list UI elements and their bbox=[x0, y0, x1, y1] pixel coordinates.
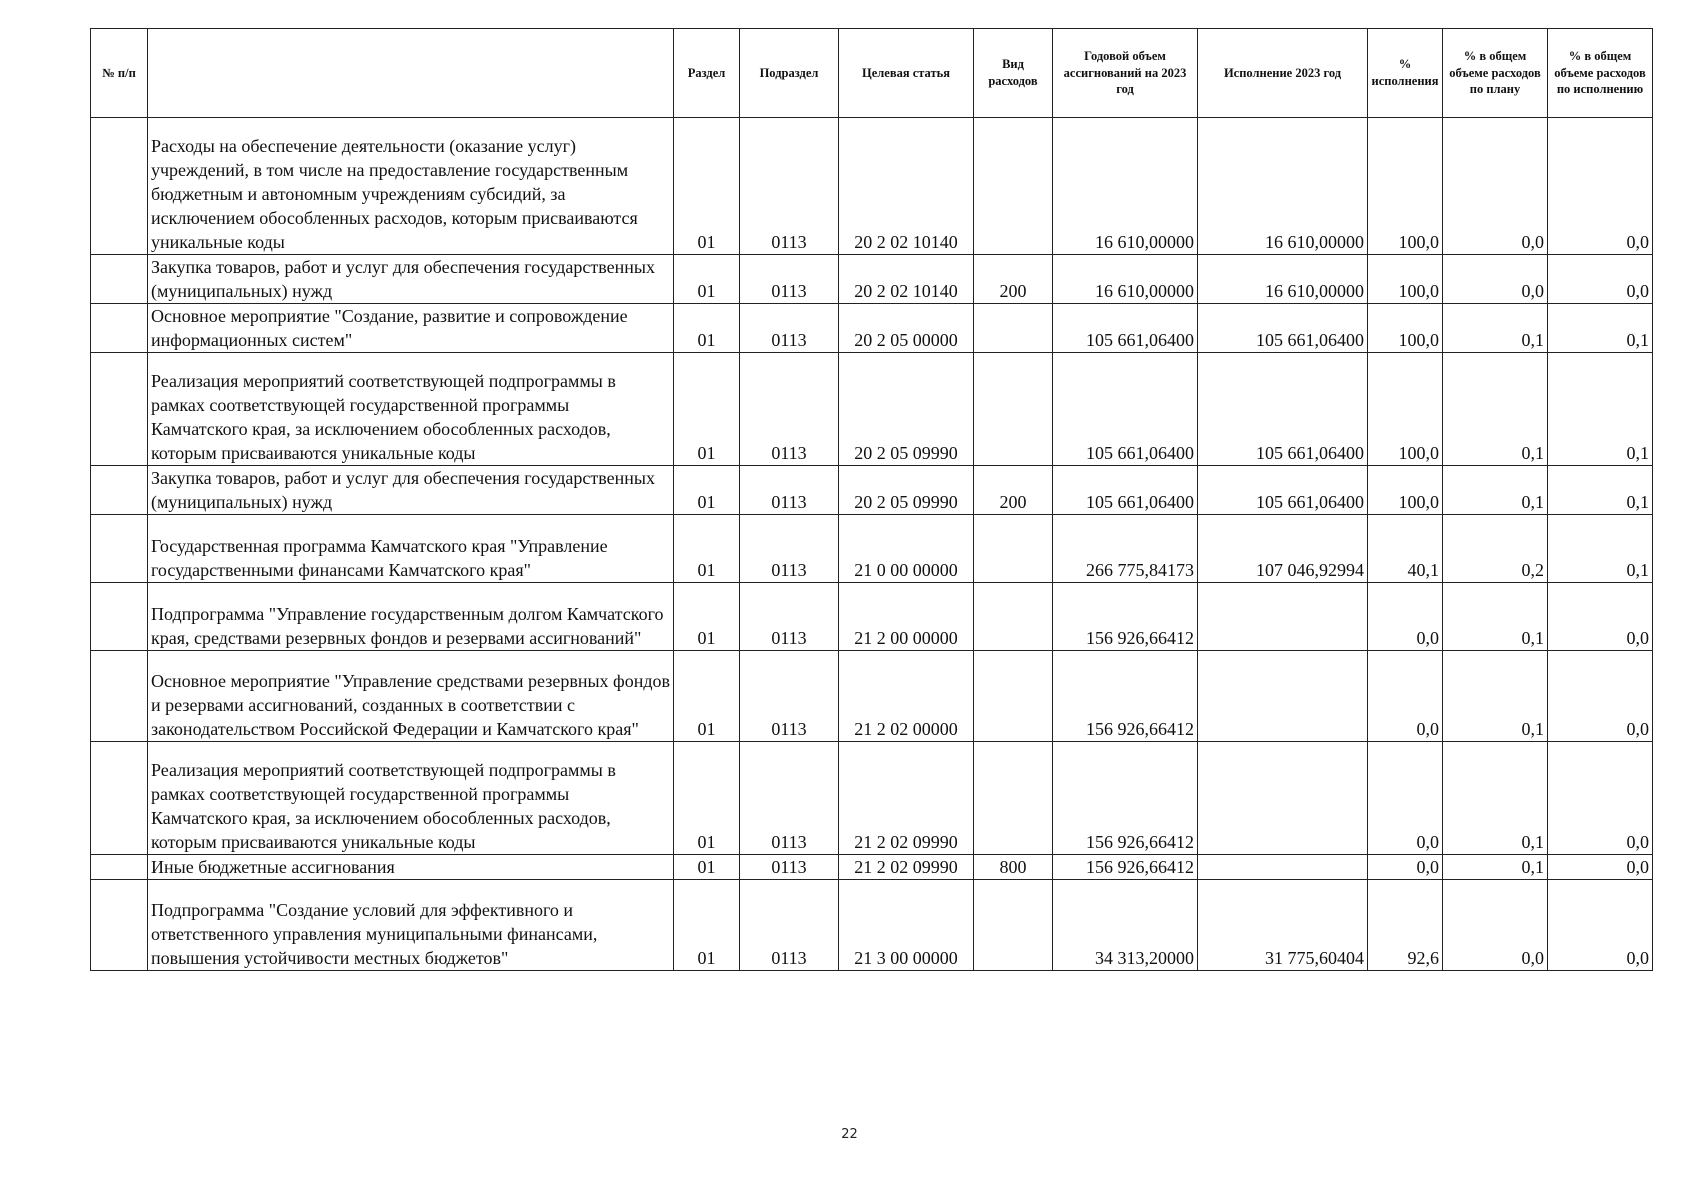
share-execution-cell: 0,1 bbox=[1548, 304, 1653, 353]
annual-allocation-cell: 156 926,66412 bbox=[1053, 855, 1198, 880]
share-plan-cell: 0,1 bbox=[1443, 583, 1548, 651]
share-execution-cell: 0,1 bbox=[1548, 515, 1653, 583]
execution-percent-cell: 100,0 bbox=[1368, 466, 1443, 515]
table-row bbox=[91, 880, 1653, 971]
expense-type-cell: 200 bbox=[974, 466, 1053, 515]
subsection-cell: 0113 bbox=[740, 855, 839, 880]
section-cell: 01 bbox=[674, 255, 740, 304]
header-share-plan: % в общем объеме расходов по плану bbox=[1443, 29, 1548, 118]
table-row bbox=[91, 304, 1653, 353]
row-number-cell bbox=[91, 855, 148, 880]
target-article-cell: 21 2 02 09990 bbox=[839, 742, 974, 855]
share-plan-cell: 0,1 bbox=[1443, 466, 1548, 515]
target-article-cell: 20 2 02 10140 bbox=[839, 255, 974, 304]
execution-cell bbox=[1198, 855, 1368, 880]
annual-allocation-cell: 156 926,66412 bbox=[1053, 583, 1198, 651]
target-article-cell: 21 0 00 00000 bbox=[839, 515, 974, 583]
share-plan-cell: 0,2 bbox=[1443, 515, 1548, 583]
annual-allocation-cell: 105 661,06400 bbox=[1053, 304, 1198, 353]
subsection-cell: 0113 bbox=[740, 118, 839, 255]
table-row bbox=[91, 466, 1653, 515]
target-article-cell: 21 3 00 00000 bbox=[839, 880, 974, 971]
header-row-number: № п/п bbox=[91, 29, 148, 118]
execution-cell: 16 610,00000 bbox=[1198, 255, 1368, 304]
target-article-cell: 20 2 05 09990 bbox=[839, 353, 974, 466]
row-number-cell bbox=[91, 255, 148, 304]
header-annual-allocation: Годовой объем ассигнований на 2023 год bbox=[1053, 29, 1198, 118]
header-execution-percent: % исполнения bbox=[1368, 29, 1443, 118]
execution-percent-cell: 100,0 bbox=[1368, 118, 1443, 255]
expense-type-cell bbox=[974, 515, 1053, 583]
subsection-cell: 0113 bbox=[740, 742, 839, 855]
execution-percent-cell: 0,0 bbox=[1368, 742, 1443, 855]
execution-percent-cell: 92,6 bbox=[1368, 880, 1443, 971]
expense-type-cell: 800 bbox=[974, 855, 1053, 880]
section-cell: 01 bbox=[674, 466, 740, 515]
share-execution-cell: 0,0 bbox=[1548, 880, 1653, 971]
header-target-article: Целевая статья bbox=[839, 29, 974, 118]
row-number-cell bbox=[91, 515, 148, 583]
execution-percent-cell: 100,0 bbox=[1368, 255, 1443, 304]
subsection-cell: 0113 bbox=[740, 583, 839, 651]
expense-type-cell bbox=[974, 742, 1053, 855]
share-execution-cell: 0,0 bbox=[1548, 255, 1653, 304]
execution-percent-cell: 0,0 bbox=[1368, 651, 1443, 742]
execution-cell bbox=[1198, 742, 1368, 855]
share-execution-cell: 0,1 bbox=[1548, 466, 1653, 515]
execution-percent-cell: 0,0 bbox=[1368, 855, 1443, 880]
table-row bbox=[91, 515, 1653, 583]
row-number-cell bbox=[91, 353, 148, 466]
expense-type-cell bbox=[974, 651, 1053, 742]
target-article-cell: 21 2 00 00000 bbox=[839, 583, 974, 651]
annual-allocation-cell: 105 661,06400 bbox=[1053, 466, 1198, 515]
section-cell: 01 bbox=[674, 855, 740, 880]
target-article-cell: 21 2 02 09990 bbox=[839, 855, 974, 880]
execution-cell: 31 775,60404 bbox=[1198, 880, 1368, 971]
table-row bbox=[91, 118, 1653, 255]
item-name-cell: Закупка товаров, работ и услуг для обеспечения государственных (муниципальных) нужд bbox=[148, 466, 674, 515]
table-row bbox=[91, 651, 1653, 742]
share-execution-cell: 0,0 bbox=[1548, 118, 1653, 255]
execution-cell: 105 661,06400 bbox=[1198, 466, 1368, 515]
execution-cell: 105 661,06400 bbox=[1198, 304, 1368, 353]
target-article-cell: 20 2 05 00000 bbox=[839, 304, 974, 353]
table-row bbox=[91, 742, 1653, 855]
execution-cell bbox=[1198, 583, 1368, 651]
execution-cell bbox=[1198, 651, 1368, 742]
table-row bbox=[91, 855, 1653, 880]
item-name-cell: Основное мероприятие "Управление средствами резервных фондов и резервами ассигнований, созданных в соответствии с законодательством Российской Федерации и Камчатского края" bbox=[148, 651, 674, 742]
annual-allocation-cell: 34 313,20000 bbox=[1053, 880, 1198, 971]
table-row bbox=[91, 255, 1653, 304]
row-number-cell bbox=[91, 880, 148, 971]
expense-type-cell: 200 bbox=[974, 255, 1053, 304]
share-plan-cell: 0,1 bbox=[1443, 353, 1548, 466]
subsection-cell: 0113 bbox=[740, 880, 839, 971]
header-section: Раздел bbox=[674, 29, 740, 118]
section-cell: 01 bbox=[674, 118, 740, 255]
share-plan-cell: 0,1 bbox=[1443, 651, 1548, 742]
item-name-cell: Расходы на обеспечение деятельности (оказание услуг) учреждений, в том числе на предоставление государственным бюджетным и автономным учреждениям субсидий, за исключением обособленных расходов, которым присваиваются уникальные коды bbox=[148, 118, 674, 255]
section-cell: 01 bbox=[674, 353, 740, 466]
item-name-cell: Подпрограмма "Управление государственным долгом Камчатского края, средствами резервных фондов и резервами ассигнований" bbox=[148, 583, 674, 651]
page-number: 22 bbox=[841, 1127, 858, 1142]
section-cell: 01 bbox=[674, 880, 740, 971]
row-number-cell bbox=[91, 118, 148, 255]
execution-percent-cell: 40,1 bbox=[1368, 515, 1443, 583]
target-article-cell: 21 2 02 00000 bbox=[839, 651, 974, 742]
expense-type-cell bbox=[974, 353, 1053, 466]
section-cell: 01 bbox=[674, 742, 740, 855]
target-article-cell: 20 2 05 09990 bbox=[839, 466, 974, 515]
share-execution-cell: 0,0 bbox=[1548, 651, 1653, 742]
section-cell: 01 bbox=[674, 304, 740, 353]
expense-type-cell bbox=[974, 880, 1053, 971]
share-execution-cell: 0,0 bbox=[1548, 583, 1653, 651]
share-plan-cell: 0,0 bbox=[1443, 118, 1548, 255]
execution-cell: 107 046,92994 bbox=[1198, 515, 1368, 583]
row-number-cell bbox=[91, 651, 148, 742]
share-plan-cell: 0,1 bbox=[1443, 742, 1548, 855]
item-name-cell: Закупка товаров, работ и услуг для обеспечения государственных (муниципальных) нужд bbox=[148, 255, 674, 304]
item-name-cell: Основное мероприятие "Создание, развитие и сопровождение информационных систем" bbox=[148, 304, 674, 353]
target-article-cell: 20 2 02 10140 bbox=[839, 118, 974, 255]
annual-allocation-cell: 156 926,66412 bbox=[1053, 651, 1198, 742]
annual-allocation-cell: 156 926,66412 bbox=[1053, 742, 1198, 855]
table-header-row bbox=[91, 29, 1653, 118]
item-name-cell: Государственная программа Камчатского края "Управление государственными финансами Камчатского края" bbox=[148, 515, 674, 583]
item-name-cell: Иные бюджетные ассигнования bbox=[148, 855, 674, 880]
table-row bbox=[91, 583, 1653, 651]
execution-cell: 105 661,06400 bbox=[1198, 353, 1368, 466]
section-cell: 01 bbox=[674, 651, 740, 742]
row-number-cell bbox=[91, 742, 148, 855]
header-execution: Исполнение 2023 год bbox=[1198, 29, 1368, 118]
expense-type-cell bbox=[974, 118, 1053, 255]
header-share-execution: % в общем объеме расходов по исполнению bbox=[1548, 29, 1653, 118]
section-cell: 01 bbox=[674, 515, 740, 583]
table-row bbox=[91, 353, 1653, 466]
header-expense-type: Вид расходов bbox=[974, 29, 1053, 118]
execution-cell: 16 610,00000 bbox=[1198, 118, 1368, 255]
subsection-cell: 0113 bbox=[740, 353, 839, 466]
share-execution-cell: 0,0 bbox=[1548, 742, 1653, 855]
subsection-cell: 0113 bbox=[740, 304, 839, 353]
share-plan-cell: 0,1 bbox=[1443, 304, 1548, 353]
annual-allocation-cell: 266 775,84173 bbox=[1053, 515, 1198, 583]
section-cell: 01 bbox=[674, 583, 740, 651]
execution-percent-cell: 100,0 bbox=[1368, 304, 1443, 353]
execution-percent-cell: 100,0 bbox=[1368, 353, 1443, 466]
annual-allocation-cell: 105 661,06400 bbox=[1053, 353, 1198, 466]
header-subsection: Подраздел bbox=[740, 29, 839, 118]
expense-type-cell bbox=[974, 304, 1053, 353]
table-body bbox=[91, 118, 1653, 971]
share-plan-cell: 0,0 bbox=[1443, 880, 1548, 971]
annual-allocation-cell: 16 610,00000 bbox=[1053, 255, 1198, 304]
share-plan-cell: 0,1 bbox=[1443, 855, 1548, 880]
subsection-cell: 0113 bbox=[740, 466, 839, 515]
header-name bbox=[148, 29, 674, 118]
budget-execution-table bbox=[90, 28, 1653, 971]
annual-allocation-cell: 16 610,00000 bbox=[1053, 118, 1198, 255]
item-name-cell: Подпрограмма "Создание условий для эффективного и ответственного управления муниципальными финансами, повышения устойчивости местных бюджетов" bbox=[148, 880, 674, 971]
subsection-cell: 0113 bbox=[740, 651, 839, 742]
share-execution-cell: 0,1 bbox=[1548, 353, 1653, 466]
expense-type-cell bbox=[974, 583, 1053, 651]
subsection-cell: 0113 bbox=[740, 255, 839, 304]
item-name-cell: Реализация мероприятий соответствующей подпрограммы в рамках соответствующей государственной программы Камчатского края, за исключением обособленных расходов, которым присваиваются уникальные коды bbox=[148, 742, 674, 855]
row-number-cell bbox=[91, 304, 148, 353]
share-execution-cell: 0,0 bbox=[1548, 855, 1653, 880]
share-plan-cell: 0,0 bbox=[1443, 255, 1548, 304]
item-name-cell: Реализация мероприятий соответствующей подпрограммы в рамках соответствующей государственной программы Камчатского края, за исключением обособленных расходов, которым присваиваются уникальные коды bbox=[148, 353, 674, 466]
subsection-cell: 0113 bbox=[740, 515, 839, 583]
row-number-cell bbox=[91, 466, 148, 515]
row-number-cell bbox=[91, 583, 148, 651]
execution-percent-cell: 0,0 bbox=[1368, 583, 1443, 651]
